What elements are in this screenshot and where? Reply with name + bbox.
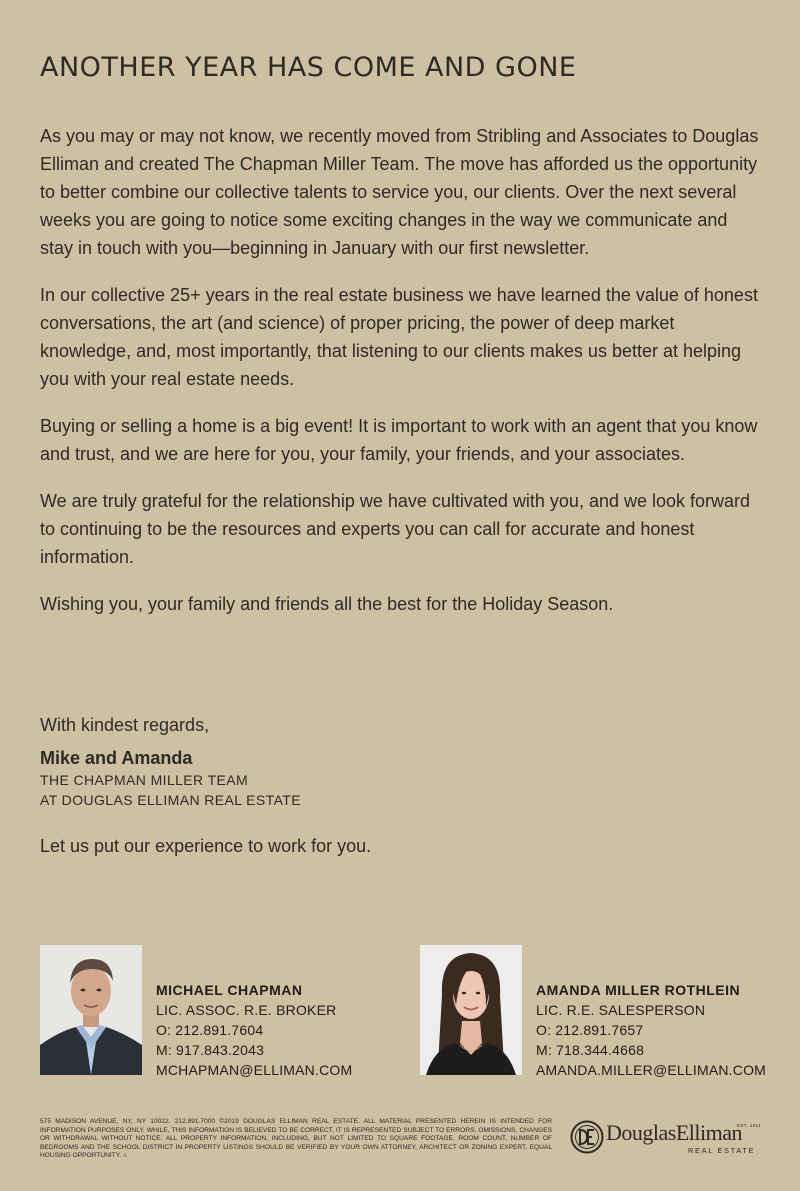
agent-office-phone[interactable]: O: 212.891.7657 <box>536 1022 644 1038</box>
equal-housing-icon: ⌂ <box>122 1152 127 1160</box>
closing-regards: With kindest regards, <box>40 715 210 735</box>
agent-email-link[interactable]: MCHAPMAN@ELLIMAN.COM <box>156 1062 353 1078</box>
portrait-icon <box>40 945 142 1075</box>
agent-card-amanda <box>536 980 766 1080</box>
douglas-elliman-logo-icon <box>570 1120 604 1154</box>
agent-mobile-phone[interactable]: M: 718.344.4668 <box>536 1042 645 1058</box>
agent-photo-michael <box>40 945 142 1075</box>
letter-body <box>40 122 760 637</box>
paragraph: As you may or may not know, we recently moved from Stribling and Associates to Douglas Elliman and created The Chapman Miller Team. The move has afforded us the opportunity to better combine our collective talents to service you, our clients. Over the next several weeks you are going to notice some exciting changes in the way we communicate and stay in touch with you—beginning in January with our first newsletter. <box>40 126 759 258</box>
agent-photo-amanda <box>420 945 522 1075</box>
agent-mobile-phone[interactable]: M: 917.843.2043 <box>156 1042 265 1058</box>
agent-office-phone[interactable]: O: 212.891.7604 <box>156 1022 264 1038</box>
tagline: Let us put our experience to work for you. <box>40 836 372 856</box>
signer-names: Mike and Amanda <box>40 748 193 768</box>
paragraph: Buying or selling a home is a big event! It is important to work with an agent that you know and trust, and we are here for you, your family, your friends, and your associates. <box>40 416 758 464</box>
agent-title: LIC. R.E. SALESPERSON <box>536 1002 706 1018</box>
page-title: ANOTHER YEAR HAS COME AND GONE <box>40 52 577 83</box>
agent-name: AMANDA MILLER ROTHLEIN <box>536 982 741 998</box>
paragraph: Wishing you, your family and friends all the best for the Holiday Season. <box>40 594 614 614</box>
portrait-icon <box>420 945 522 1075</box>
agent-card-michael <box>156 980 352 1080</box>
paragraph: In our collective 25+ years in the real estate business we have learned the value of honest conversations, the art (and science) of proper pricing, the power of deep market knowledge, and, most importantly, that listening to our clients makes us better at helping you with your real estate needs. <box>40 285 758 389</box>
logo-subtitle: REAL ESTATE <box>688 1146 756 1155</box>
team-name: THE CHAPMAN MILLER TEAM <box>40 772 249 788</box>
logo-wordmark: DouglasElliman <box>606 1120 742 1145</box>
agent-email-link[interactable]: AMANDA.MILLER@ELLIMAN.COM <box>536 1062 767 1078</box>
douglas-elliman-logo <box>570 1118 765 1158</box>
agent-name: MICHAEL CHAPMAN <box>156 982 303 998</box>
logo-established: EST. 1911 <box>737 1123 762 1128</box>
team-affiliation: AT DOUGLAS ELLIMAN REAL ESTATE <box>40 792 301 808</box>
legal-disclaimer <box>40 1118 552 1161</box>
paragraph: We are truly grateful for the relationship we have cultivated with you, and we look forward to continuing to be the resources and experts you can call for accurate and honest information. <box>40 491 751 567</box>
agent-title: LIC. ASSOC. R.E. BROKER <box>156 1002 337 1018</box>
legal-text: 575 MADISON AVENUE, NY, NY 10022. 212.891.7000 ©2019 DOUGLAS ELLIMAN REAL ESTATE. ALL MATERIAL PRESENTED HEREIN IS INTENDED FOR INFORMATION PURPOSES ONLY. WHILE, THIS INFORMATION IS BELIEVED TO BE CORRECT, IT IS REPRESENTED SUBJECT TO ERRORS, OMISSIONS, CHANGES OR WITHDRAWAL WITHOUT NOTICE. ALL PROPERTY INFORMATION, INCLUDING, BUT NOT LIMITED TO SQUARE FOOTAGE, ROOM COUNT, NUMBER OF BEDROOMS AND THE SCHOOL DISTRICT IN PROPERTY LISTINGS SHOULD BE VERIFIED BY YOUR OWN ATTORNEY, ARCHITECT OR ZONING EXPERT. EQUAL HOUSING OPPORTUNITY. <box>40 1118 552 1160</box>
